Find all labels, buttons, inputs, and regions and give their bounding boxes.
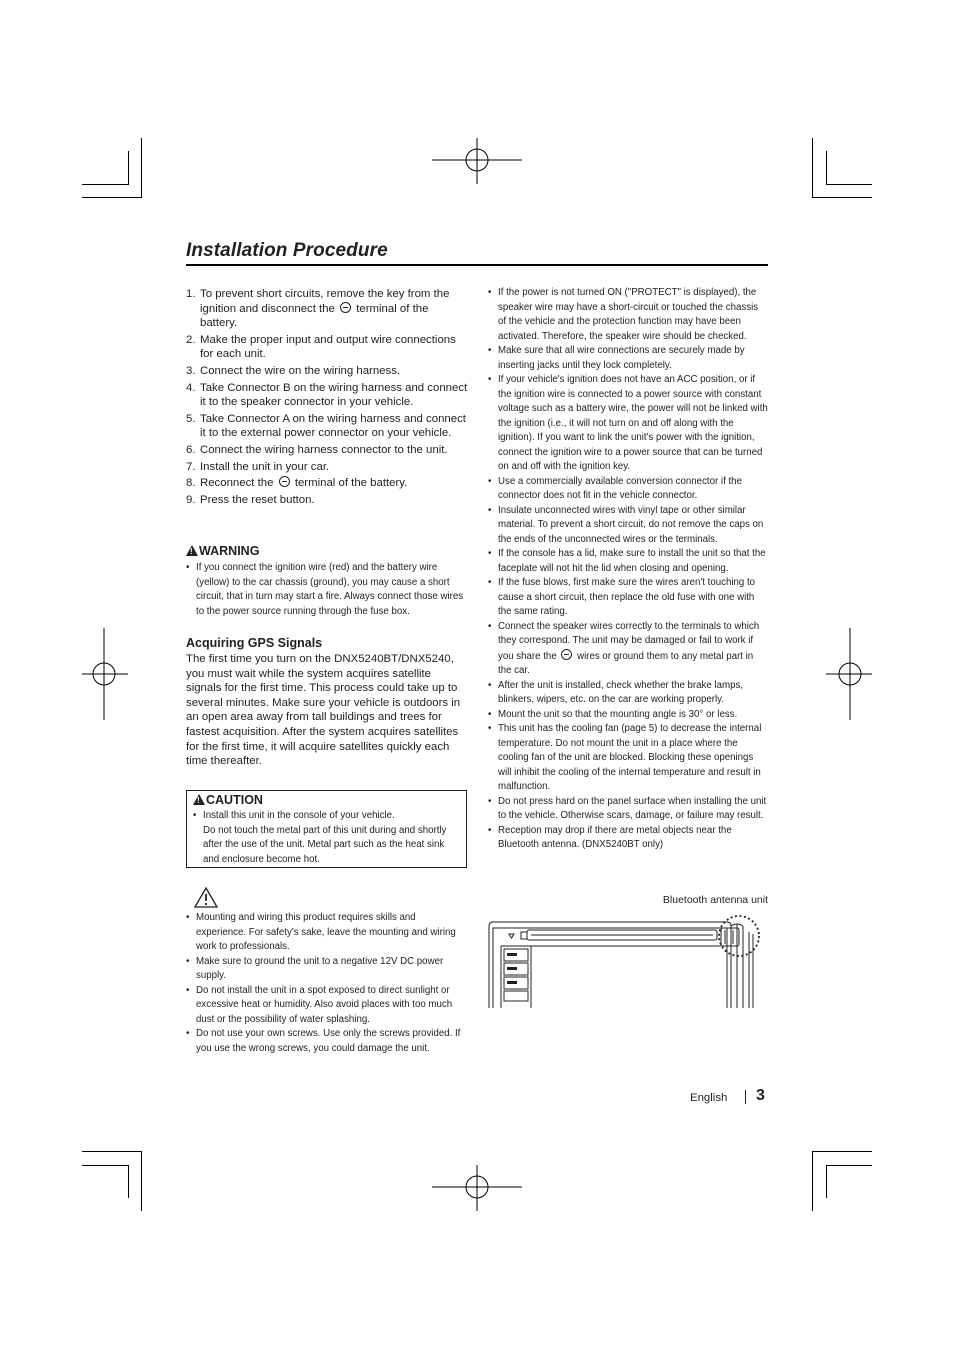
step-item: 8. Reconnect the terminal of the battery. [186, 477, 408, 490]
installation-steps [186, 287, 468, 509]
list-item: • If the fuse blows, first make sure the wires aren't touching to cause a short circuit, then replace the old fuse with one with the same rating. [488, 576, 768, 620]
list-item: • If your vehicle's ignition does not have an ACC position, or if the ignition wire is connected to a power source with constant voltage such as a battery wire, the power will not be linked with the ignition (i.e., it will not turn on and off along with the ignition). If you want to link the unit's power with the ignition, connect the ignition wire to a power source that can be turned on and off with the ignition key. [488, 373, 768, 475]
list-item: • Reception may drop if there are metal objects near the Bluetooth antenna. (DNX5240BT only) [488, 824, 768, 853]
gps-body: The first time you turn on the DNX5240BT/DNX5240, you must wait while the system acquires satellite signals for the first time. This process could take up to several minutes. Make sure your vehicle is outdoors in an open area away from tall buildings and trees for fastest acquisition. After the system acquires satellites for the first time, it will acquire satellites quickly each time thereafter. [186, 653, 461, 768]
warning-triangle-icon [186, 545, 198, 556]
gps-heading: Acquiring GPS Signals [186, 636, 323, 650]
list-item: • Do not press hard on the panel surface when installing the unit to the vehicle. Otherwise scars, damage, or failure may result. [488, 795, 768, 824]
registration-mark-top [432, 138, 522, 184]
step-item: 7. Install the unit in your car. [186, 460, 330, 473]
list-item: • Make sure to ground the unit to a negative 12V DC power supply. [186, 955, 468, 984]
warning-triangle-icon [194, 887, 218, 908]
list-item: • If you connect the ignition wire (red) and the battery wire (yellow) to the car chassis (ground), you may cause a short circuit, that in turn may start a fire. Always connect those wires to the power source running through the fuse box. [186, 561, 468, 619]
caution-box [186, 790, 467, 868]
title-rule [186, 264, 768, 266]
step-item: 5. Take Connector A on the wiring harness and connect it to the external power connector on your vehicle. [186, 412, 466, 440]
step-item: 9. Press the reset button. [186, 493, 315, 506]
list-item: • If the console has a lid, make sure to install the unit so that the faceplate will not hit the lid when closing and opening. [488, 547, 768, 576]
registration-mark-bottom [432, 1165, 522, 1211]
warning-list [186, 561, 468, 619]
list-item: • Connect the speaker wires correctly to the terminals to which they correspond. The unit may be damaged or fail to work if you share the wires or ground them to any metal part in the car. [488, 620, 768, 679]
list-item: • This unit has the cooling fan (page 5) to decrease the internal temperature. Do not mount the unit in a place where the cooling fan of the unit are blocked. Blocking these openings will inhibit the cooling of the internal temperature and result in malfunction. [488, 722, 768, 795]
list-item: • If the power is not turned ON ("PROTECT" is displayed), the speaker wire may have a short-circuit or touched the chassis of the vehicle and the protection function may have been activated. Therefore, the speaker wire should be checked. [488, 286, 768, 344]
list-item: • Mount the unit so that the mounting angle is 30° or less. [488, 708, 768, 723]
list-item: • Install this unit in the console of your vehicle. Do not touch the metal part of this unit during and shortly after the use of the unit. Metal part such as the heat sink and enclosure become hot. [193, 809, 459, 867]
list-item: • Make sure that all wire connections are securely made by inserting jacks until they lock completely. [488, 344, 768, 373]
step-item: 4. Take Connector B on the wiring harness and connect it to the speaker connector in your vehicle. [186, 381, 468, 409]
footer-separator [745, 1090, 746, 1104]
general-warnings-list [186, 911, 468, 1056]
minus-terminal-icon [340, 302, 351, 313]
bluetooth-antenna-illustration [487, 912, 765, 1008]
footer-language: English [690, 1092, 728, 1104]
warning-triangle-icon [193, 794, 205, 805]
list-item: • Do not use your own screws. Use only the screws provided. If you use the wrong screws, you could damage the unit. [186, 1027, 468, 1056]
step-item: 6. Connect the wiring harness connector to the unit. [186, 443, 448, 456]
registration-mark-left [82, 628, 128, 720]
step-item: 3. Connect the wire on the wiring harness. [186, 364, 401, 377]
list-item: • Insulate unconnected wires with vinyl tape or other similar material. To prevent a short circuit, do not remove the caps on the ends of the unconnected wires or the terminals. [488, 504, 768, 548]
step-item: 2. Make the proper input and output wire connections for each unit. [186, 333, 456, 361]
minus-terminal-icon [561, 649, 572, 660]
list-item: • Do not install the unit in a spot exposed to direct sunlight or excessive heat or humidity. Also avoid places with too much dust or the possibility of water splashing. [186, 984, 468, 1028]
list-item: • Mounting and wiring this product requires skills and experience. For safety's sake, leave the mounting and wiring work to professionals. [186, 911, 468, 955]
bluetooth-antenna-label: Bluetooth antenna unit [662, 894, 768, 906]
caution-list [193, 809, 459, 867]
minus-terminal-icon [279, 476, 290, 487]
installation-notes-list [488, 286, 768, 853]
caution-heading: !CAUTION [193, 793, 263, 807]
step-item: 1. To prevent short circuits, remove the key from the ignition and disconnect the terminal of the battery. [186, 288, 450, 330]
warning-heading: !WARNING [186, 544, 259, 558]
list-item: • Use a commercially available conversion connector if the connector does not fit in the vehicle connector. [488, 475, 768, 504]
registration-mark-right [826, 628, 872, 720]
page-title: Installation Procedure [186, 240, 388, 261]
page-number: 3 [756, 1087, 765, 1104]
list-item: • After the unit is installed, check whether the brake lamps, blinkers, wipers, etc. on the car are working properly. [488, 679, 768, 708]
